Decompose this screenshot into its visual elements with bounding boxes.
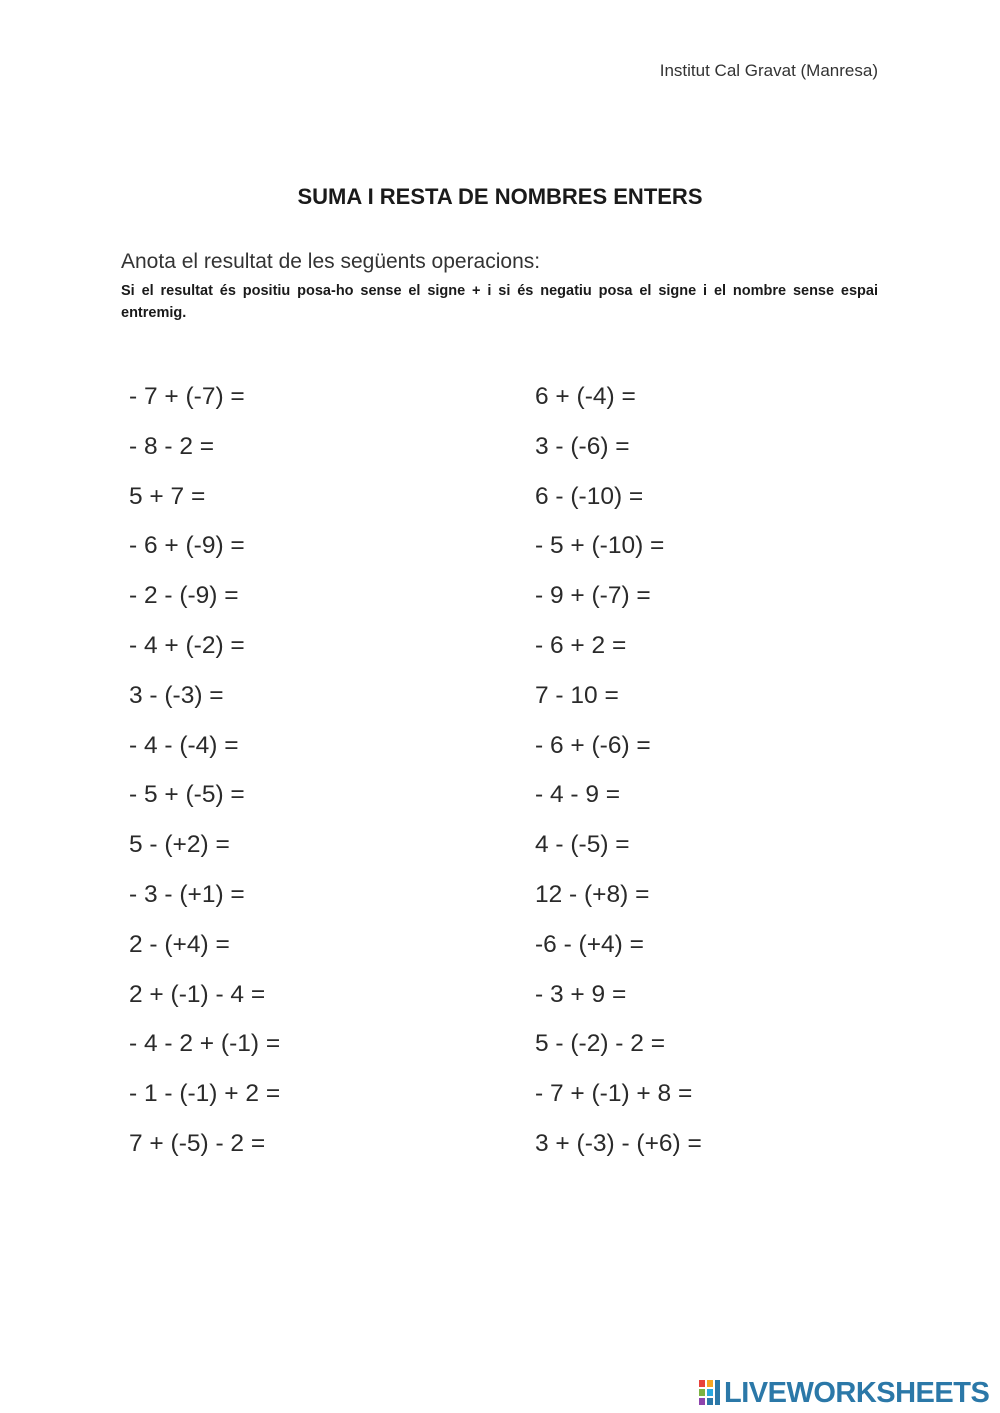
exercise-right-9: - 4 - 9 = <box>535 781 621 809</box>
liveworksheets-logo-icon <box>698 1378 722 1408</box>
exercise-left-10: 5 - (+2) = <box>129 831 230 859</box>
exercise-left-5: - 2 - (-9) = <box>129 582 239 610</box>
exercise-left-6: - 4 + (-2) = <box>129 631 245 659</box>
exercise-left-15: - 1 - (-1) + 2 = <box>129 1080 281 1108</box>
exercise-right-1: 6 + (-4) = <box>535 383 636 410</box>
exercise-left-13: 2 + (-1) - 4 = <box>129 980 266 1008</box>
exercise-right-16: 3 + (-3) - (+6) = <box>535 1129 702 1157</box>
exercise-right-8: - 6 + (-6) = <box>535 731 651 759</box>
instructions-lead: Anota el resultat de les següents operacions: <box>121 250 541 273</box>
exercise-right-7: 7 - 10 = <box>535 681 619 709</box>
exercise-right-12: -6 - (+4) = <box>535 930 644 958</box>
brand-text: LIVEWORKSHEETS <box>724 1377 990 1409</box>
exercise-column-right <box>535 372 702 1169</box>
exercise-left-7: 3 - (-3) = <box>129 681 224 709</box>
institution-name: Institut Cal Gravat (Manresa) <box>659 61 878 80</box>
exercise-right-14: 5 - (-2) - 2 = <box>535 1030 666 1058</box>
exercise-right-6: - 6 + 2 = <box>535 631 627 659</box>
exercise-left-2: - 8 - 2 = <box>129 432 215 460</box>
instructions <box>121 250 878 324</box>
exercise-left-3: 5 + 7 = <box>129 482 206 510</box>
exercise-right-3: 6 - (-10) = <box>535 482 644 510</box>
instructions-note: Si el resultat és positiu posa-ho sense el signe + i si és negatiu posa el signe i el nombre sense espai entremig. <box>121 283 878 321</box>
exercise-right-2: 3 - (-6) = <box>535 432 630 460</box>
exercise-right-10: 4 - (-5) = <box>535 831 630 859</box>
exercise-right-15: - 7 + (-1) + 8 = <box>535 1080 693 1108</box>
exercise-right-4: - 5 + (-10) = <box>535 532 665 560</box>
exercise-left-8: - 4 - (-4) = <box>129 731 239 759</box>
page-title: SUMA I RESTA DE NOMBRES ENTERS <box>297 184 703 209</box>
exercise-left-4: - 6 + (-9) = <box>129 532 245 560</box>
exercise-right-11: 12 - (+8) = <box>535 880 650 908</box>
exercise-right-5: - 9 + (-7) = <box>535 582 651 610</box>
exercise-left-1: - 7 + (-7) = <box>129 383 245 410</box>
liveworksheets-brand <box>698 1376 989 1410</box>
exercise-right-13: - 3 + 9 = <box>535 980 627 1008</box>
exercise-left-14: - 4 - 2 + (-1) = <box>129 1030 281 1058</box>
exercise-left-16: 7 + (-5) - 2 = <box>129 1129 266 1157</box>
exercise-left-12: 2 - (+4) = <box>129 930 230 958</box>
exercise-left-9: - 5 + (-5) = <box>129 781 245 809</box>
exercise-column-left <box>129 372 280 1169</box>
exercise-left-11: - 3 - (+1) = <box>129 880 245 908</box>
